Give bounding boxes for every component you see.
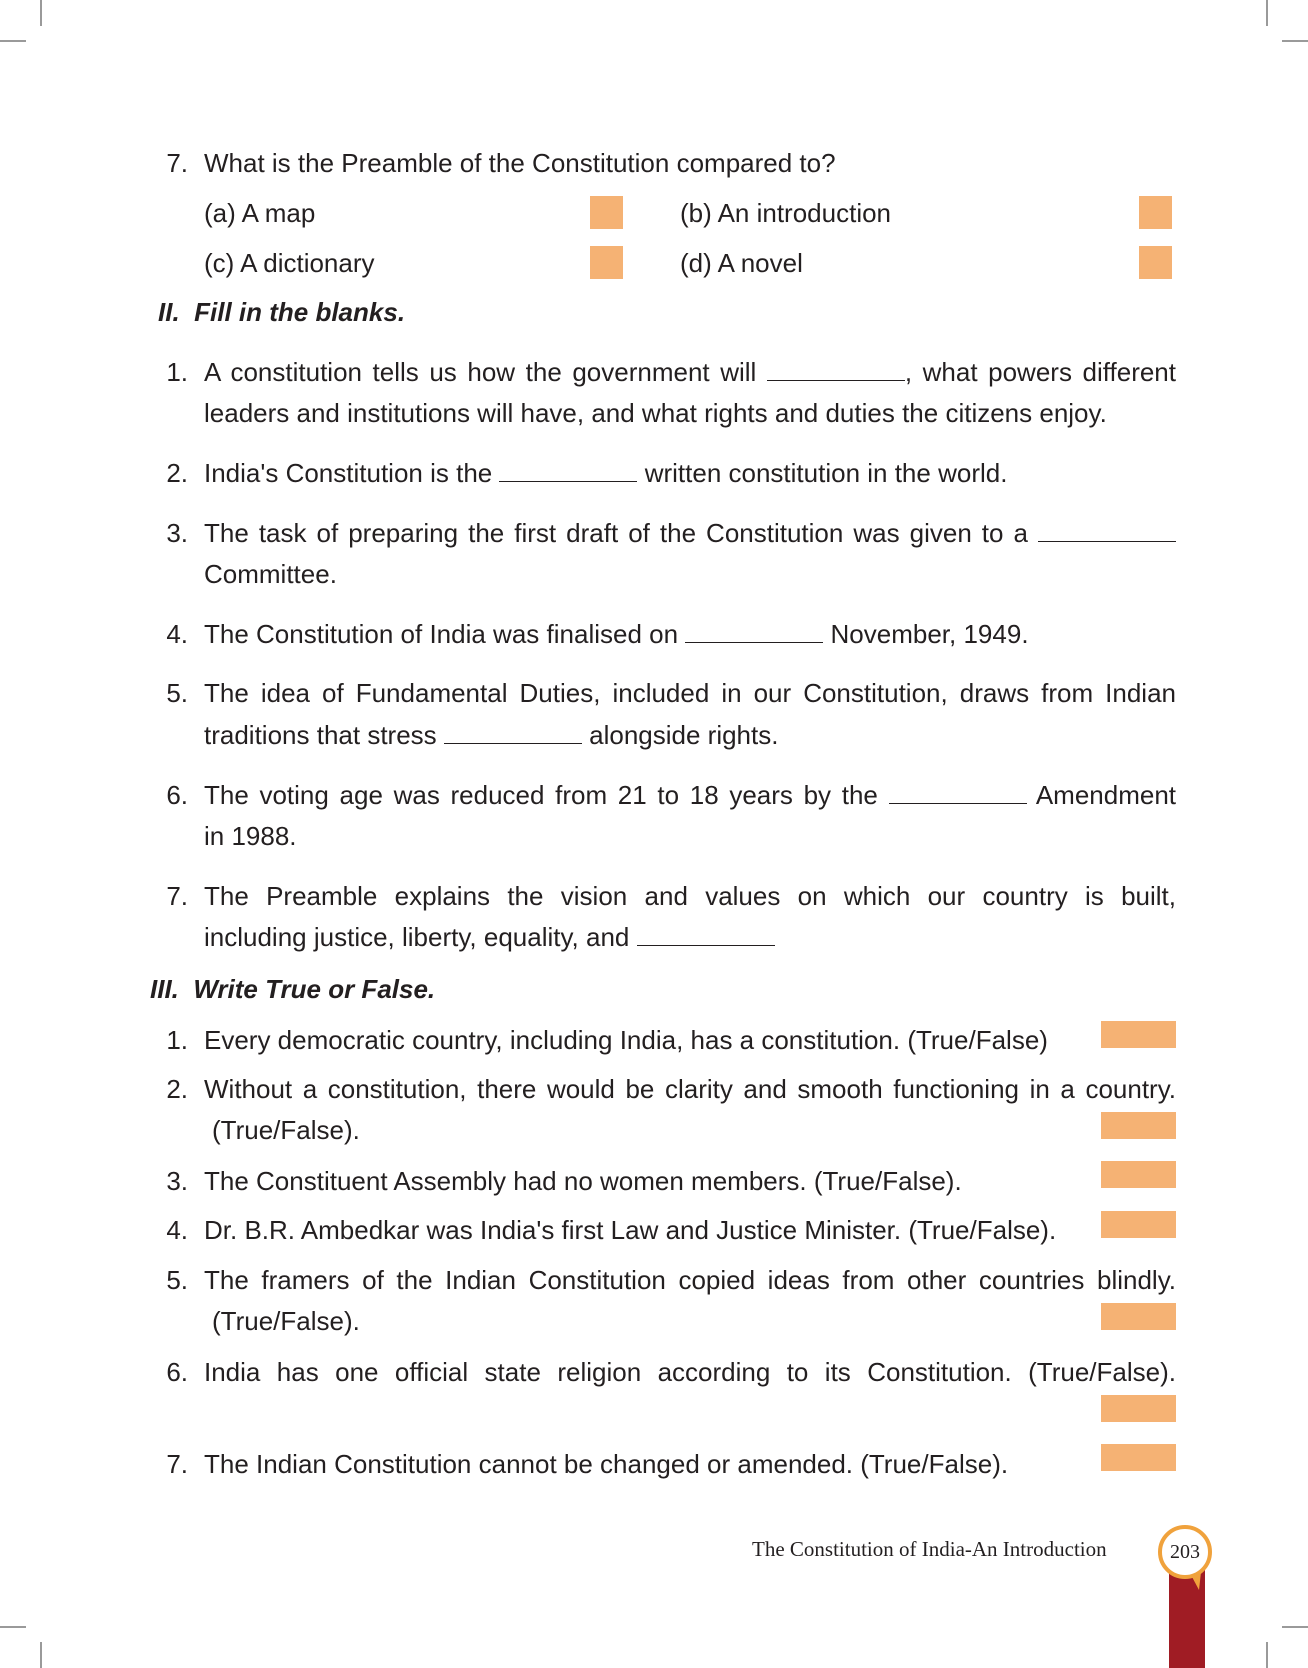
- fill-item-number: 1.: [166, 357, 188, 387]
- fill-item-line: leaders and institutions will have, and what rights and duties the citizens enjoy.: [204, 398, 1107, 428]
- tf-item: The Indian Constitution cannot be changed or amended. (True/False).: [204, 1449, 1009, 1479]
- tf-item: The framers of the Indian Constitution copied ideas from other countries blindly.: [204, 1265, 1176, 1295]
- answer-box[interactable]: [1101, 1021, 1176, 1048]
- tf-item-line: (True/False).: [212, 1306, 360, 1336]
- answer-blank[interactable]: [685, 620, 823, 643]
- fill-item: The Constitution of India was finalised on November, 1949.: [204, 619, 1029, 649]
- fill-item-number: 2.: [166, 458, 188, 488]
- fill-item-number: 3.: [166, 518, 188, 548]
- tf-item-number: 2.: [166, 1074, 188, 1104]
- fill-item-line: in 1988.: [204, 821, 297, 851]
- fill-item: The voting age was reduced from 21 to 18 years by the Amendment: [204, 780, 1177, 810]
- crop-mark: [1266, 0, 1268, 26]
- fill-item: A constitution tells us how the government will , what powers different: [204, 357, 1176, 387]
- mcq-number: 7.: [166, 148, 188, 178]
- mcq-question: What is the Preamble of the Constitution compared to?: [204, 148, 836, 178]
- answer-box[interactable]: [1101, 1303, 1176, 1330]
- mcq-option-b: (b) An introduction: [680, 198, 892, 228]
- answer-box[interactable]: [590, 196, 623, 229]
- footer-title: The Constitution of India-An Introduction: [752, 1537, 1107, 1561]
- answer-box[interactable]: [590, 246, 623, 279]
- crop-mark: [0, 40, 26, 42]
- mcq-option-d: (d) A novel: [680, 248, 803, 278]
- answer-blank[interactable]: [499, 459, 637, 482]
- fill-item: The idea of Fundamental Duties, included in our Constitution, draws from Indian: [204, 678, 1176, 708]
- answer-box[interactable]: [1139, 196, 1172, 229]
- tf-item: India has one official state religion according to its Constitution. (True/False).: [204, 1357, 1176, 1387]
- answer-blank[interactable]: [1038, 519, 1176, 542]
- tf-item: Every democratic country, including India, has a constitution. (True/False): [204, 1025, 1048, 1055]
- crop-mark: [40, 0, 42, 26]
- fill-item-line: Committee.: [204, 559, 337, 589]
- fill-item: The task of preparing the first draft of the Constitution was given to a: [204, 518, 1176, 548]
- answer-blank[interactable]: [637, 923, 775, 946]
- crop-mark: [1282, 40, 1308, 42]
- tf-item-number: 5.: [166, 1265, 188, 1295]
- tf-item: The Constituent Assembly had no women members. (True/False).: [204, 1166, 962, 1196]
- tf-item-number: 6.: [166, 1357, 188, 1387]
- crop-mark: [1266, 1642, 1268, 1668]
- crop-mark: [1282, 1626, 1308, 1628]
- crop-mark: [0, 1626, 26, 1628]
- answer-box[interactable]: [1101, 1211, 1176, 1238]
- section-title: Write True or False.: [193, 974, 436, 1004]
- section-number: III.: [150, 974, 179, 1004]
- answer-box[interactable]: [1101, 1112, 1176, 1139]
- mcq-option-c: (c) A dictionary: [204, 248, 375, 278]
- fill-item-number: 5.: [166, 678, 188, 708]
- fill-item: India's Constitution is the written constitution in the world.: [204, 458, 1008, 488]
- answer-blank[interactable]: [767, 358, 905, 381]
- answer-box[interactable]: [1139, 246, 1172, 279]
- tf-item: Without a constitution, there would be clarity and smooth functioning in a country.: [204, 1074, 1176, 1104]
- section-heading-true-false: [150, 974, 435, 1004]
- section-number: II.: [158, 297, 180, 327]
- section-title: Fill in the blanks.: [194, 297, 406, 327]
- fill-item-number: 7.: [166, 881, 188, 911]
- crop-mark: [40, 1642, 42, 1668]
- tf-item-number: 7.: [166, 1449, 188, 1479]
- answer-box[interactable]: [1101, 1161, 1176, 1188]
- answer-box[interactable]: [1101, 1395, 1176, 1422]
- fill-item: The Preamble explains the vision and values on which our country is built,: [204, 881, 1176, 911]
- answer-blank[interactable]: [889, 781, 1027, 804]
- answer-box[interactable]: [1101, 1444, 1176, 1471]
- tf-item: Dr. B.R. Ambedkar was India's first Law and Justice Minister. (True/False).: [204, 1215, 1057, 1245]
- page-number: 203: [1170, 1541, 1200, 1563]
- fill-item-line: traditions that stress alongside rights.: [204, 720, 779, 750]
- section-heading-fill-blanks: [158, 297, 405, 327]
- tf-item-line: (True/False).: [212, 1115, 360, 1145]
- fill-item-number: 6.: [166, 780, 188, 810]
- fill-item-number: 4.: [166, 619, 188, 649]
- mcq-option-a: (a) A map: [204, 198, 316, 228]
- fill-item-line: including justice, liberty, equality, and: [204, 922, 775, 952]
- tf-item-number: 3.: [166, 1166, 188, 1196]
- tf-item-number: 1.: [166, 1025, 188, 1055]
- tf-item-number: 4.: [166, 1215, 188, 1245]
- answer-blank[interactable]: [444, 721, 582, 744]
